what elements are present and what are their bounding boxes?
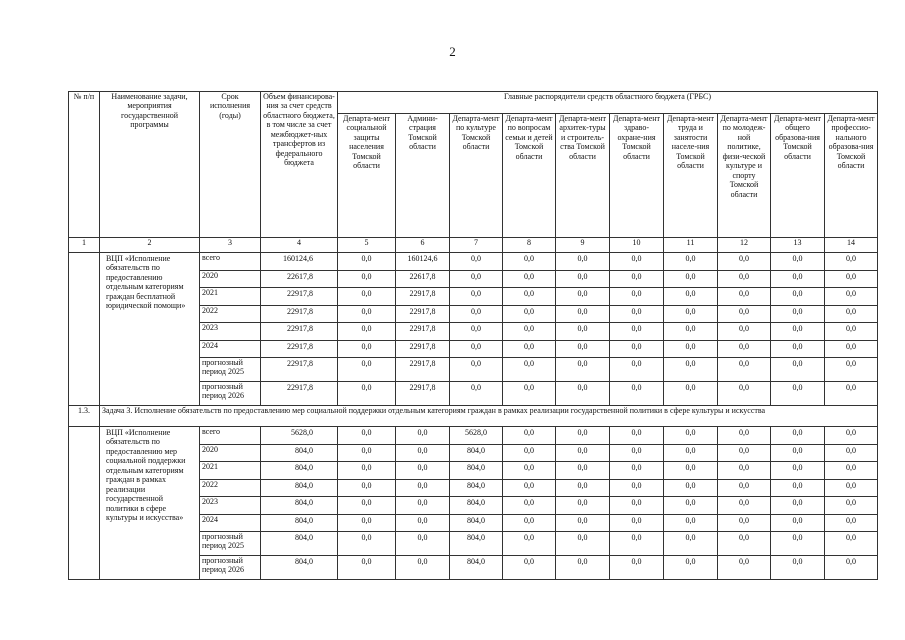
column-number: 3 — [200, 238, 261, 253]
grbs-value-cell: 0,0 — [718, 340, 771, 358]
grbs-value-cell: 0,0 — [556, 532, 610, 556]
term-cell: 2024 — [200, 514, 261, 532]
grbs-value-cell: 0,0 — [825, 556, 878, 580]
grbs-value-cell: 0,0 — [825, 532, 878, 556]
grbs-value-cell: 0,0 — [825, 253, 878, 271]
grbs-value-cell: 0,0 — [825, 427, 878, 445]
grbs-value-cell: 0,0 — [610, 382, 664, 406]
program-name: ВЦП «Исполнение обязательств по предоставлению отдельным категориям граждан бесплатной юридической помощи» — [100, 253, 200, 406]
header-no: № п/п — [69, 92, 100, 238]
grbs-value-cell: 0,0 — [503, 382, 556, 406]
column-number: 11 — [664, 238, 718, 253]
grbs-value-cell: 0,0 — [664, 382, 718, 406]
grbs-value-cell: 0,0 — [450, 253, 503, 271]
grbs-value-cell: 0,0 — [718, 444, 771, 462]
header-grbs-6: Департа-мент здраво-охране-ния Томской области — [610, 114, 664, 238]
grbs-value-cell: 0,0 — [771, 323, 825, 341]
term-cell: 2020 — [200, 444, 261, 462]
grbs-value-cell: 804,0 — [450, 497, 503, 515]
grbs-value-cell: 0,0 — [610, 253, 664, 271]
grbs-value-cell: 0,0 — [556, 427, 610, 445]
volume-cell: 804,0 — [261, 444, 338, 462]
term-cell: 2021 — [200, 288, 261, 306]
grbs-value-cell: 0,0 — [503, 253, 556, 271]
column-number: 5 — [338, 238, 396, 253]
grbs-value-cell: 0,0 — [503, 270, 556, 288]
column-number: 12 — [718, 238, 771, 253]
header-grbs-1: Департа-мент социальной защиты населения Томской области — [338, 114, 396, 238]
grbs-value-cell: 0,0 — [718, 358, 771, 382]
term-cell: всего — [200, 427, 261, 445]
grbs-value-cell: 0,0 — [771, 532, 825, 556]
grbs-value-cell: 0,0 — [610, 514, 664, 532]
grbs-value-cell: 804,0 — [450, 444, 503, 462]
grbs-value-cell: 0,0 — [338, 532, 396, 556]
grbs-value-cell: 0,0 — [338, 497, 396, 515]
grbs-value-cell: 0,0 — [718, 305, 771, 323]
grbs-value-cell: 0,0 — [338, 270, 396, 288]
grbs-value-cell: 0,0 — [556, 514, 610, 532]
grbs-value-cell: 0,0 — [718, 323, 771, 341]
grbs-value-cell: 0,0 — [664, 532, 718, 556]
header-name: Наименование задачи, мероприятия государственной программы — [100, 92, 200, 238]
grbs-value-cell: 22917,8 — [396, 382, 450, 406]
grbs-value-cell: 5628,0 — [450, 427, 503, 445]
grbs-value-cell: 0,0 — [556, 340, 610, 358]
grbs-value-cell: 804,0 — [450, 479, 503, 497]
column-number: 10 — [610, 238, 664, 253]
header-grbs-4: Департа-мент по вопросам семьи и детей Томской области — [503, 114, 556, 238]
grbs-value-cell: 22917,8 — [396, 288, 450, 306]
grbs-value-cell: 0,0 — [610, 556, 664, 580]
grbs-value-cell: 0,0 — [771, 479, 825, 497]
grbs-value-cell: 0,0 — [718, 288, 771, 306]
grbs-value-cell: 0,0 — [338, 340, 396, 358]
volume-cell: 804,0 — [261, 556, 338, 580]
grbs-value-cell: 0,0 — [503, 305, 556, 323]
grbs-value-cell: 0,0 — [825, 444, 878, 462]
grbs-value-cell: 0,0 — [338, 556, 396, 580]
grbs-value-cell: 0,0 — [825, 382, 878, 406]
task-text: Задача 3. Исполнение обязательств по предоставлению мер социальной поддержки отдельным категориям граждан в рамках реализации государственной политики в сфере культуры и искусства — [100, 406, 878, 427]
grbs-value-cell: 0,0 — [338, 514, 396, 532]
grbs-value-cell: 0,0 — [503, 532, 556, 556]
grbs-value-cell: 0,0 — [556, 270, 610, 288]
grbs-value-cell: 0,0 — [450, 323, 503, 341]
table-row — [69, 253, 878, 271]
grbs-value-cell: 0,0 — [610, 358, 664, 382]
grbs-value-cell: 0,0 — [556, 288, 610, 306]
grbs-value-cell: 22917,8 — [396, 323, 450, 341]
grbs-value-cell: 0,0 — [338, 427, 396, 445]
volume-cell: 804,0 — [261, 479, 338, 497]
grbs-value-cell: 0,0 — [771, 444, 825, 462]
term-cell: 2020 — [200, 270, 261, 288]
grbs-value-cell: 0,0 — [610, 270, 664, 288]
term-cell: всего — [200, 253, 261, 271]
grbs-value-cell: 0,0 — [610, 323, 664, 341]
grbs-value-cell: 0,0 — [556, 556, 610, 580]
grbs-value-cell: 0,0 — [556, 444, 610, 462]
grbs-value-cell: 0,0 — [771, 305, 825, 323]
grbs-value-cell: 0,0 — [664, 444, 718, 462]
term-cell: 2022 — [200, 479, 261, 497]
volume-cell: 22917,8 — [261, 288, 338, 306]
grbs-value-cell: 0,0 — [771, 288, 825, 306]
grbs-value-cell: 0,0 — [825, 323, 878, 341]
row-number — [69, 427, 100, 580]
grbs-value-cell: 0,0 — [771, 427, 825, 445]
grbs-value-cell: 0,0 — [338, 358, 396, 382]
grbs-value-cell: 0,0 — [338, 462, 396, 480]
grbs-value-cell: 22617,8 — [396, 270, 450, 288]
grbs-value-cell: 0,0 — [556, 382, 610, 406]
financing-table — [68, 91, 878, 580]
grbs-value-cell: 0,0 — [503, 358, 556, 382]
grbs-value-cell: 0,0 — [503, 427, 556, 445]
grbs-value-cell: 0,0 — [825, 288, 878, 306]
grbs-value-cell: 0,0 — [396, 514, 450, 532]
grbs-value-cell: 0,0 — [556, 479, 610, 497]
grbs-value-cell: 0,0 — [556, 305, 610, 323]
task-number: 1.3. — [69, 406, 100, 427]
grbs-value-cell: 0,0 — [396, 556, 450, 580]
header-grbs-5: Департа-мент архитек-туры и строитель-ства Томской области — [556, 114, 610, 238]
grbs-value-cell: 0,0 — [825, 514, 878, 532]
grbs-value-cell: 0,0 — [450, 305, 503, 323]
volume-cell: 5628,0 — [261, 427, 338, 445]
volume-cell: 22917,8 — [261, 305, 338, 323]
page-number: 2 — [449, 44, 456, 59]
grbs-value-cell: 0,0 — [450, 270, 503, 288]
grbs-value-cell: 0,0 — [450, 382, 503, 406]
term-cell: прогнозный период 2026 — [200, 556, 261, 580]
column-number: 14 — [825, 238, 878, 253]
grbs-value-cell: 0,0 — [771, 497, 825, 515]
grbs-value-cell: 0,0 — [503, 288, 556, 306]
grbs-value-cell: 0,0 — [610, 444, 664, 462]
grbs-value-cell: 0,0 — [664, 514, 718, 532]
column-number: 4 — [261, 238, 338, 253]
grbs-value-cell: 0,0 — [771, 514, 825, 532]
grbs-value-cell: 0,0 — [503, 462, 556, 480]
program-name: ВЦП «Исполнение обязательств по предоставлению мер социальной поддержки отдельным категориям граждан в рамках реализации государственной политики в сфере культуры и искусства» — [100, 427, 200, 580]
grbs-value-cell: 0,0 — [825, 497, 878, 515]
grbs-value-cell: 0,0 — [718, 253, 771, 271]
term-cell: прогнозный период 2025 — [200, 532, 261, 556]
grbs-value-cell: 0,0 — [718, 532, 771, 556]
grbs-value-cell: 0,0 — [610, 305, 664, 323]
grbs-value-cell: 0,0 — [718, 514, 771, 532]
grbs-value-cell: 0,0 — [450, 358, 503, 382]
grbs-value-cell: 0,0 — [718, 427, 771, 445]
grbs-value-cell: 0,0 — [338, 305, 396, 323]
grbs-value-cell: 0,0 — [610, 479, 664, 497]
grbs-value-cell: 0,0 — [556, 358, 610, 382]
header-term: Срок исполнения (годы) — [200, 92, 261, 238]
term-cell: 2022 — [200, 305, 261, 323]
grbs-value-cell: 0,0 — [503, 514, 556, 532]
grbs-value-cell: 0,0 — [450, 288, 503, 306]
term-cell: 2024 — [200, 340, 261, 358]
grbs-value-cell: 22917,8 — [396, 305, 450, 323]
grbs-value-cell: 0,0 — [396, 462, 450, 480]
grbs-value-cell: 0,0 — [556, 323, 610, 341]
grbs-value-cell: 0,0 — [503, 323, 556, 341]
table-row — [69, 427, 878, 445]
grbs-value-cell: 0,0 — [610, 288, 664, 306]
grbs-value-cell: 0,0 — [503, 497, 556, 515]
grbs-value-cell: 0,0 — [771, 253, 825, 271]
grbs-value-cell: 0,0 — [556, 497, 610, 515]
column-number: 9 — [556, 238, 610, 253]
grbs-value-cell: 0,0 — [664, 323, 718, 341]
grbs-value-cell: 0,0 — [556, 462, 610, 480]
volume-cell: 804,0 — [261, 497, 338, 515]
grbs-value-cell: 0,0 — [503, 556, 556, 580]
grbs-value-cell: 0,0 — [718, 556, 771, 580]
column-number: 13 — [771, 238, 825, 253]
grbs-value-cell: 0,0 — [338, 253, 396, 271]
volume-cell: 804,0 — [261, 462, 338, 480]
column-number: 6 — [396, 238, 450, 253]
volume-cell: 22917,8 — [261, 323, 338, 341]
header-grbs-7: Департа-мент труда и занятости населе-ния Томской области — [664, 114, 718, 238]
grbs-value-cell: 0,0 — [771, 358, 825, 382]
grbs-value-cell: 0,0 — [338, 382, 396, 406]
volume-cell: 22617,8 — [261, 270, 338, 288]
grbs-value-cell: 0,0 — [718, 382, 771, 406]
grbs-value-cell: 0,0 — [503, 479, 556, 497]
term-cell: прогнозный период 2026 — [200, 382, 261, 406]
grbs-value-cell: 0,0 — [664, 340, 718, 358]
grbs-value-cell: 0,0 — [718, 497, 771, 515]
term-cell: прогнозный период 2025 — [200, 358, 261, 382]
grbs-value-cell: 0,0 — [610, 462, 664, 480]
column-number: 1 — [69, 238, 100, 253]
grbs-value-cell: 0,0 — [825, 358, 878, 382]
volume-cell: 22917,8 — [261, 340, 338, 358]
grbs-value-cell: 0,0 — [718, 270, 771, 288]
grbs-value-cell: 0,0 — [718, 479, 771, 497]
grbs-value-cell: 0,0 — [771, 270, 825, 288]
grbs-value-cell: 0,0 — [396, 444, 450, 462]
grbs-value-cell: 0,0 — [338, 323, 396, 341]
grbs-value-cell: 0,0 — [610, 532, 664, 556]
grbs-value-cell: 0,0 — [664, 462, 718, 480]
grbs-value-cell: 0,0 — [664, 305, 718, 323]
row-number — [69, 253, 100, 406]
grbs-value-cell: 0,0 — [396, 532, 450, 556]
header-grbs-3: Департа-мент по культуре Томской области — [450, 114, 503, 238]
grbs-value-cell: 0,0 — [825, 340, 878, 358]
grbs-value-cell: 0,0 — [771, 382, 825, 406]
grbs-value-cell: 160124,6 — [396, 253, 450, 271]
grbs-value-cell: 0,0 — [825, 270, 878, 288]
grbs-value-cell: 0,0 — [771, 556, 825, 580]
grbs-value-cell: 0,0 — [664, 253, 718, 271]
header-grbs-9: Департа-мент общего образова-ния Томской области — [771, 114, 825, 238]
header-grbs-10: Департа-мент профессио-нального образова-ния Томской области — [825, 114, 878, 238]
grbs-value-cell: 0,0 — [610, 427, 664, 445]
grbs-value-cell: 0,0 — [503, 340, 556, 358]
header-grbs-8: Департа-мент по молодеж-ной политике, физи-ческой культуре и спорту Томской области — [718, 114, 771, 238]
grbs-value-cell: 804,0 — [450, 462, 503, 480]
volume-cell: 160124,6 — [261, 253, 338, 271]
grbs-value-cell: 0,0 — [771, 462, 825, 480]
grbs-value-cell: 0,0 — [825, 479, 878, 497]
grbs-value-cell: 0,0 — [825, 305, 878, 323]
grbs-value-cell: 0,0 — [610, 340, 664, 358]
column-number: 2 — [100, 238, 200, 253]
header-grbs-2: Админи-страция Томской области — [396, 114, 450, 238]
grbs-value-cell: 0,0 — [338, 479, 396, 497]
column-number-row — [69, 238, 878, 253]
task-row — [69, 406, 878, 427]
grbs-value-cell: 0,0 — [556, 253, 610, 271]
grbs-value-cell: 0,0 — [396, 479, 450, 497]
grbs-value-cell: 22917,8 — [396, 340, 450, 358]
grbs-value-cell: 804,0 — [450, 514, 503, 532]
grbs-value-cell: 0,0 — [338, 444, 396, 462]
grbs-value-cell: 0,0 — [396, 497, 450, 515]
grbs-value-cell: 804,0 — [450, 532, 503, 556]
grbs-value-cell: 0,0 — [664, 497, 718, 515]
column-number: 7 — [450, 238, 503, 253]
grbs-value-cell: 0,0 — [664, 288, 718, 306]
grbs-value-cell: 0,0 — [450, 340, 503, 358]
grbs-value-cell: 0,0 — [503, 444, 556, 462]
term-cell: 2023 — [200, 497, 261, 515]
grbs-value-cell: 0,0 — [396, 427, 450, 445]
grbs-value-cell: 0,0 — [338, 288, 396, 306]
term-cell: 2021 — [200, 462, 261, 480]
grbs-value-cell: 0,0 — [718, 462, 771, 480]
grbs-value-cell: 0,0 — [664, 358, 718, 382]
grbs-value-cell: 0,0 — [664, 556, 718, 580]
header-grbs-title: Главные распорядители средств областного бюджета (ГРБС) — [338, 92, 878, 114]
header-volume: Объем финансирова-ния за счет средств областного бюджета, в том числе за счет межбюджет-ных трансфертов из федерального бюджета — [261, 92, 338, 238]
volume-cell: 22917,8 — [261, 382, 338, 406]
grbs-value-cell: 0,0 — [825, 462, 878, 480]
volume-cell: 22917,8 — [261, 358, 338, 382]
grbs-value-cell: 0,0 — [664, 479, 718, 497]
volume-cell: 804,0 — [261, 514, 338, 532]
grbs-value-cell: 804,0 — [450, 556, 503, 580]
column-number: 8 — [503, 238, 556, 253]
grbs-value-cell: 0,0 — [664, 427, 718, 445]
grbs-value-cell: 0,0 — [771, 340, 825, 358]
grbs-value-cell: 0,0 — [664, 270, 718, 288]
grbs-value-cell: 0,0 — [610, 497, 664, 515]
term-cell: 2023 — [200, 323, 261, 341]
volume-cell: 804,0 — [261, 532, 338, 556]
grbs-value-cell: 22917,8 — [396, 358, 450, 382]
